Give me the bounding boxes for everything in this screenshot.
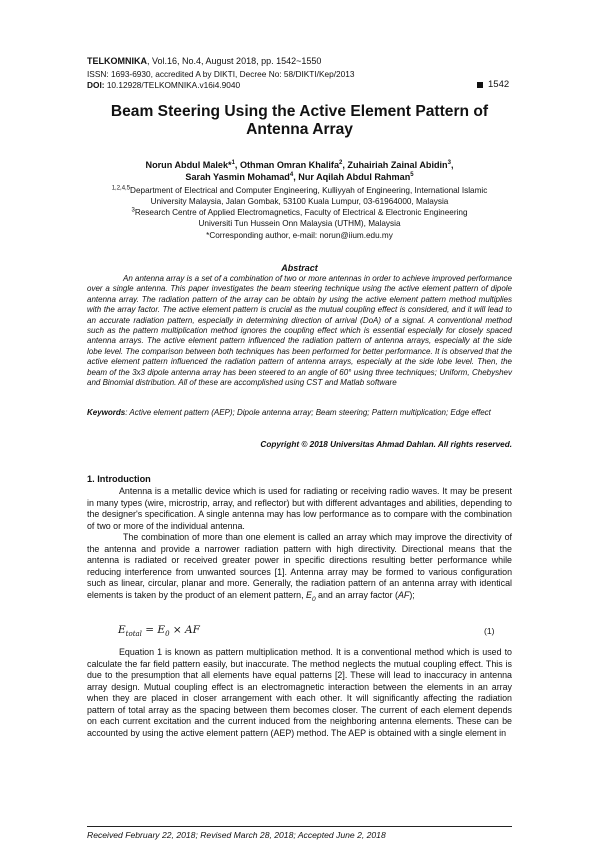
author-sup: 4 [289,171,294,178]
paper-title: Beam Steering Using the Active Element Pattern of Antenna Array [110,103,489,138]
doi-value[interactable]: 10.12928/TELKOMNIKA.v16i4.9040 [104,80,241,90]
author-separator: , [450,160,454,170]
equation-part: E [118,624,126,636]
author-name: Norun Abdul Malek* [145,160,232,170]
author-name: , Zuhairiah Zainal Abidin [342,160,448,170]
corresponding-author: *Corresponding author, e-mail: norun@iium.edu.my [206,231,393,240]
keywords-text: : Active element pattern (AEP); Dipole antenna array; Beam steering; Pattern multiplication; Edge effect [125,408,491,417]
abstract-text: An antenna array is a set of a combination of two or more antennas in order to achieve improved performance over a single antenna. This paper investigates the beam steering technique using the active element pattern of dipole antenna array. The radiation pattern of the array can be obtain by using the active element pattern method multiplies with the array factor. The active element pattern is crucial as the mutual coupling effect is considered, and it will lead to an accurate radiation pattern, especially in determining direction of arrival (DoA) of a signal. A conventional method such as the pattern multiplication method ignores the coupling effect which is essential especially for closely spaced antenna arrays. The active element pattern influenced the radiation pattern of antenna arrays, especially at the side lobe level. The comparison between both techniques has been performed for better performance. It is observed that the active element pattern influenced the radiation pattern of antenna arrays, especially at the side lobe level. Then, the beam of the 3x3 dipole antenna array has been steered to an angle of 60° using three techniques; Uniform, Chebyshev and Binomial distribution. All of these are accomplished using CST and Matlab software [87,274,512,388]
affiliation-1-line-1 [87,185,512,196]
journal-name: TELKOMNIKA [87,56,147,66]
inline-symbol-sub: 0 [311,595,316,603]
equation-number: (1) [484,626,495,636]
equation-part: = E [141,624,166,636]
footer-rule [87,826,512,827]
author-sup: 3 [447,159,451,166]
doi-label: DOI: [87,80,105,90]
inline-symbol: AF [397,589,410,600]
affiliation-text: Department of Electrical and Computer Engineering, Kulliyyah of Engineering, International Islamic [130,186,488,195]
journal-citation [87,56,321,67]
issn-line: ISSN: 1693-6930, accredited A by DIKTI, Decree No: 58/DIKTI/Kep/2013 [87,69,355,79]
page-number: 1542 [488,79,510,90]
equation-sub: total [125,630,142,639]
equation-part: × AF [169,624,200,636]
affiliation-sup: 3 [131,207,135,214]
paragraph-text: ); [409,589,415,600]
keywords-label: Keywords [87,408,126,417]
paragraph-1: Antenna is a metallic device which is used for radiating or receiving radio waves. It may be present in many types (wire, microstrip, array, and reflector) but with different advantages and abilities, depending to the designer's specification. A single antenna may has low performance as to compare with the combination of two or more of the individual antenna. [87,486,512,531]
equation-1 [118,624,200,638]
affiliation-text: Research Centre of Applied Electromagnetics, Faculty of Electrical & Electronic Engineering [134,208,468,217]
received-dates: Received February 22, 2018; Revised March 28, 2018; Accepted June 2, 2018 [87,830,386,840]
equation-sub: 0 [165,630,170,639]
copyright-notice: Copyright © 2018 Universitas Ahmad Dahlan. All rights reserved. [260,440,512,449]
author-name: , Nur Aqilah Abdul Rahman [293,172,411,182]
authors-line-2 [87,172,512,183]
paragraph-2 [87,532,512,605]
author-sup: 1 [231,159,235,166]
section-heading: 1. Introduction [87,474,151,484]
author-name: , Othman Omran Khalifa [234,160,339,170]
doi-line [87,80,240,91]
authors-line-1 [87,160,512,171]
author-name: Sarah Yasmin Mohamad [185,172,290,182]
paragraph-text: and an array factor ( [315,589,398,600]
keywords [87,408,512,418]
journal-volume: , Vol.16, No.4, August 2018, pp. 1542~1550 [147,56,322,66]
affiliation-2-line-2: Universiti Tun Hussein Onn Malaysia (UTHM), Malaysia [198,219,401,228]
inline-symbol: E [306,589,312,600]
author-sup: 5 [410,171,414,178]
author-sup: 2 [339,159,343,166]
square-bullet-icon [477,82,483,88]
paragraph-text: The combination of more than one element is called an array which may improve the directivity of the antenna and provide a narrower radiation pattern with high directivity. Directional means that the antenna is radiated or received greater power in specific directions resulting better performance while reducing interference from unwanted sources [1]. Antenna array may be formed to various configuration such as linear, circular, planar and more. Generally, the radiation pattern of an antenna array with identical elements is taken by the product of an element pattern, [87,532,512,600]
affiliation-sup: 1,2,4,5 [111,185,131,192]
affiliation-2-line-1 [87,207,512,218]
affiliation-1-line-2: University Malaysia, Jalan Gombak, 53100 Kuala Lumpur, 03-61964000, Malaysia [150,197,449,206]
paragraph-3: Equation 1 is known as pattern multiplication method. It is a conventional method which is used to calculate the far field pattern easily, but inaccurate. The method neglects the mutual coupling effect. This is due to the presumption that all elements have equal patterns [2]. These will lead to inaccuracy in antenna array design. Mutual coupling effect is an electromagnetic interaction between the elements in an array when they are placed in closer arrangement with each other. It will significantly affecting the radiation pattern of total array as the spacing between them becomes closer. The current of each element depends on each current excitation and the current induced from the neighboring antenna elements. These can be accounted by using the active element pattern (AEP) method. The AEP is obtained with a single element in [87,647,512,738]
abstract-heading: Abstract [281,263,318,273]
